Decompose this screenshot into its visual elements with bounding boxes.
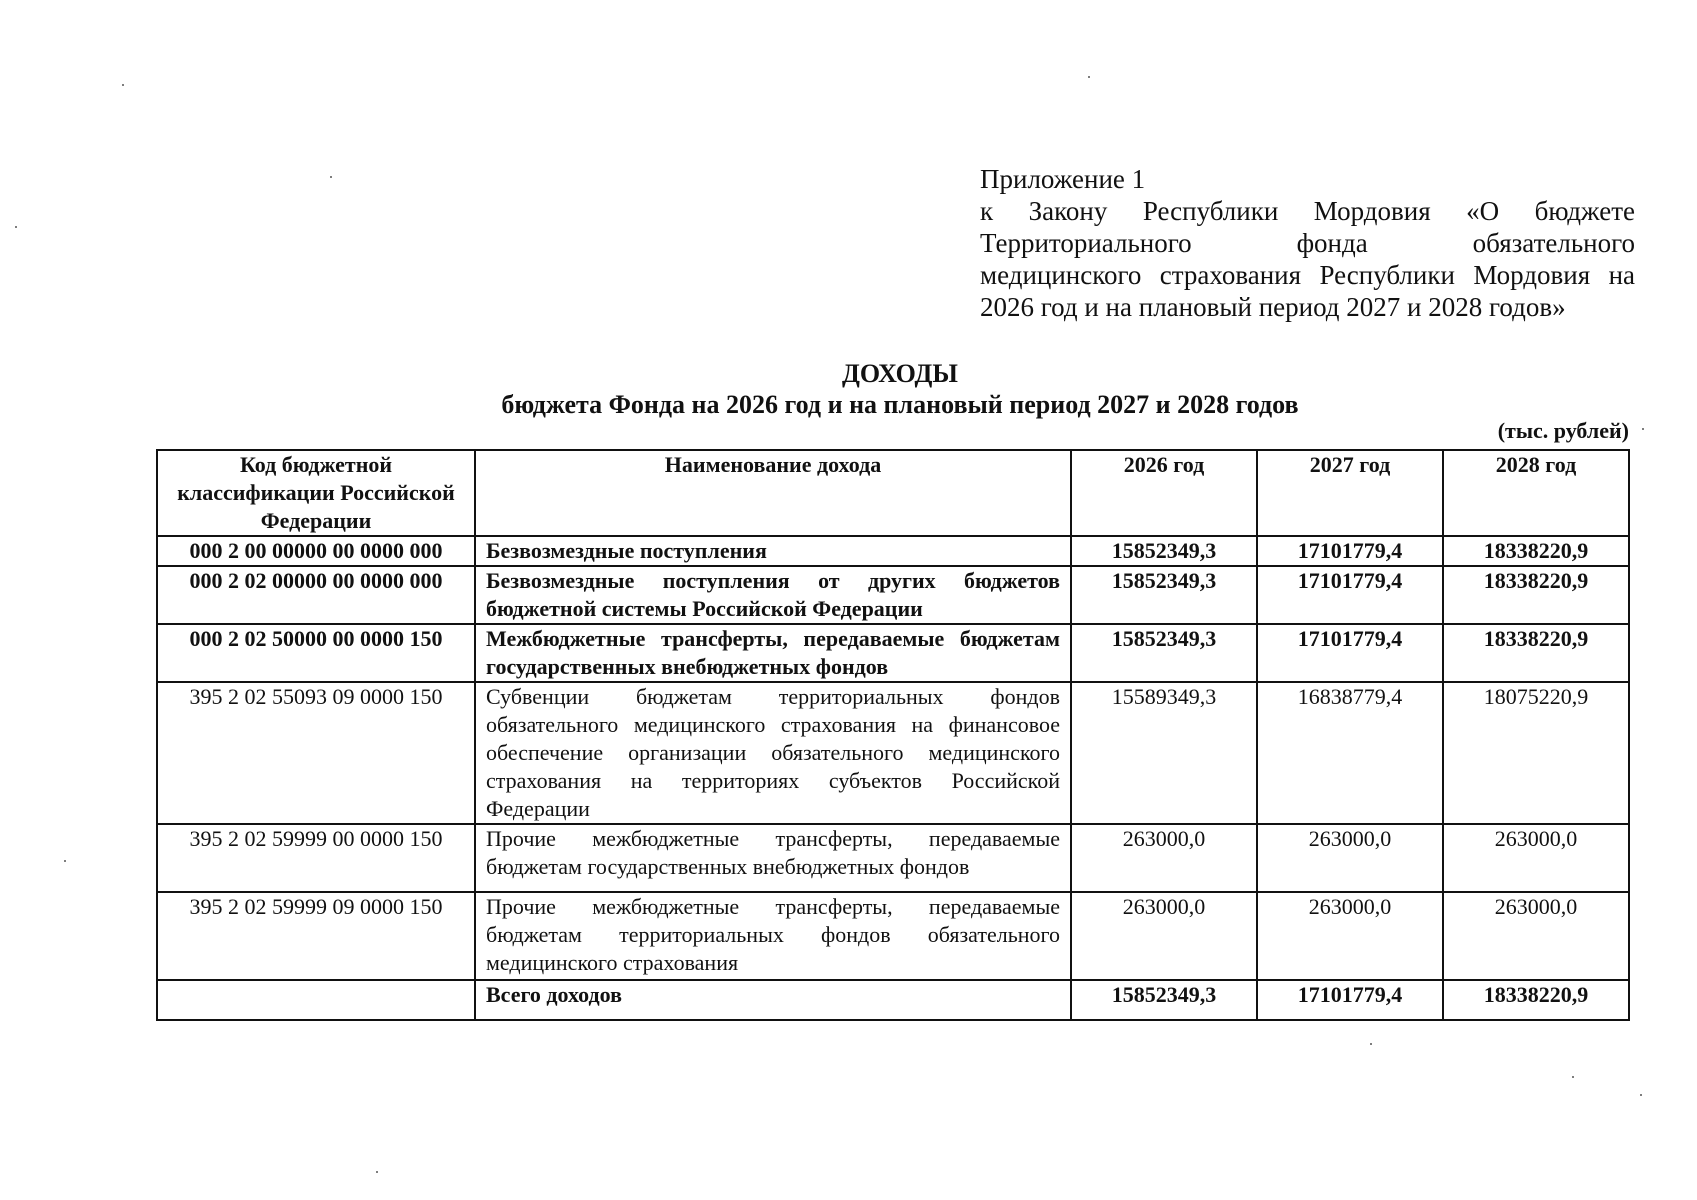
cell-code: 000 2 00 00000 00 0000 000 [157,536,475,566]
cell-2027: 17101779,4 [1257,624,1443,682]
cell-2027: 263000,0 [1257,892,1443,980]
cell-2028: 18338220,9 [1443,566,1629,624]
scan-speck [1642,428,1644,430]
appendix-note [980,163,1635,323]
scan-speck [1370,1043,1372,1045]
cell-2026: 15589349,3 [1071,682,1257,824]
cell-2027: 16838779,4 [1257,682,1443,824]
header-2028: 2028 год [1443,450,1629,536]
cell-2027: 17101779,4 [1257,980,1443,1020]
table-row [157,566,1629,624]
cell-2028: 18075220,9 [1443,682,1629,824]
cell-name: Прочие межбюджетные трансферты, передаваемые бюджетам территориальных фондов обязательного медицинского страхования [475,892,1071,980]
cell-code: 395 2 02 59999 09 0000 150 [157,892,475,980]
cell-2027: 17101779,4 [1257,566,1443,624]
cell-name: Безвозмездные поступления от других бюджетов бюджетной системы Российской Федерации [475,566,1071,624]
cell-code [157,980,475,1020]
table-row [157,824,1629,892]
cell-code: 395 2 02 59999 00 0000 150 [157,824,475,892]
table-total-row [157,980,1629,1020]
cell-name: Прочие межбюджетные трансферты, передаваемые бюджетам государственных внебюджетных фондов [475,824,1071,892]
cell-name: Всего доходов [475,980,1071,1020]
scan-speck [330,176,332,178]
cell-code: 000 2 02 00000 00 0000 000 [157,566,475,624]
appendix-law-line: Территориального фонда обязательного [980,228,1635,258]
header-2026: 2026 год [1071,450,1257,536]
appendix-law-line: медицинского страхования Республики Мордовия на [980,260,1635,290]
cell-2028: 263000,0 [1443,824,1629,892]
cell-name: Субвенции бюджетам территориальных фондов обязательного медицинского страхования на финансовое обеспечение организации обязательного медицинского страхования на территориях субъектов Российской Федерации [475,682,1071,824]
cell-2026: 15852349,3 [1071,980,1257,1020]
cell-2028: 263000,0 [1443,892,1629,980]
table-row [157,536,1629,566]
cell-code: 395 2 02 55093 09 0000 150 [157,682,475,824]
table-row [157,624,1629,682]
appendix-law-line: 2026 год и на плановый период 2027 и 2028 годов» [980,292,1566,322]
cell-name: Межбюджетные трансферты, передаваемые бюджетам государственных внебюджетных фондов [475,624,1071,682]
document-subtitle: бюджета Фонда на 2026 год и на плановый период 2027 и 2028 годов [501,390,1299,419]
cell-2028: 18338220,9 [1443,536,1629,566]
table-row [157,892,1629,980]
scan-speck [376,1171,378,1173]
scan-speck [1640,1094,1642,1096]
table-header-row [157,450,1629,536]
cell-2027: 263000,0 [1257,824,1443,892]
scan-speck [15,226,17,228]
document-title: ДОХОДЫ [842,359,958,388]
cell-name: Безвозмездные поступления [475,536,1071,566]
cell-2028: 18338220,9 [1443,624,1629,682]
scan-speck [122,84,124,86]
cell-code: 000 2 02 50000 00 0000 150 [157,624,475,682]
header-name: Наименование дохода [475,450,1071,536]
appendix-law-line: к Закону Республики Мордовия «О бюджете [980,196,1635,226]
scan-speck [64,860,66,862]
header-2027: 2027 год [1257,450,1443,536]
income-table [156,449,1630,1021]
cell-2026: 15852349,3 [1071,536,1257,566]
cell-2026: 15852349,3 [1071,566,1257,624]
cell-2026: 263000,0 [1071,892,1257,980]
units-label: (тыс. рублей) [1497,418,1629,443]
header-code: Код бюджетной классификации Российской Федерации [157,450,475,536]
cell-2028: 18338220,9 [1443,980,1629,1020]
cell-2027: 17101779,4 [1257,536,1443,566]
scan-speck [1088,76,1090,78]
cell-2026: 15852349,3 [1071,624,1257,682]
cell-2026: 263000,0 [1071,824,1257,892]
table-row [157,682,1629,824]
appendix-number: Приложение 1 [980,164,1146,194]
scan-speck [1572,1076,1574,1078]
